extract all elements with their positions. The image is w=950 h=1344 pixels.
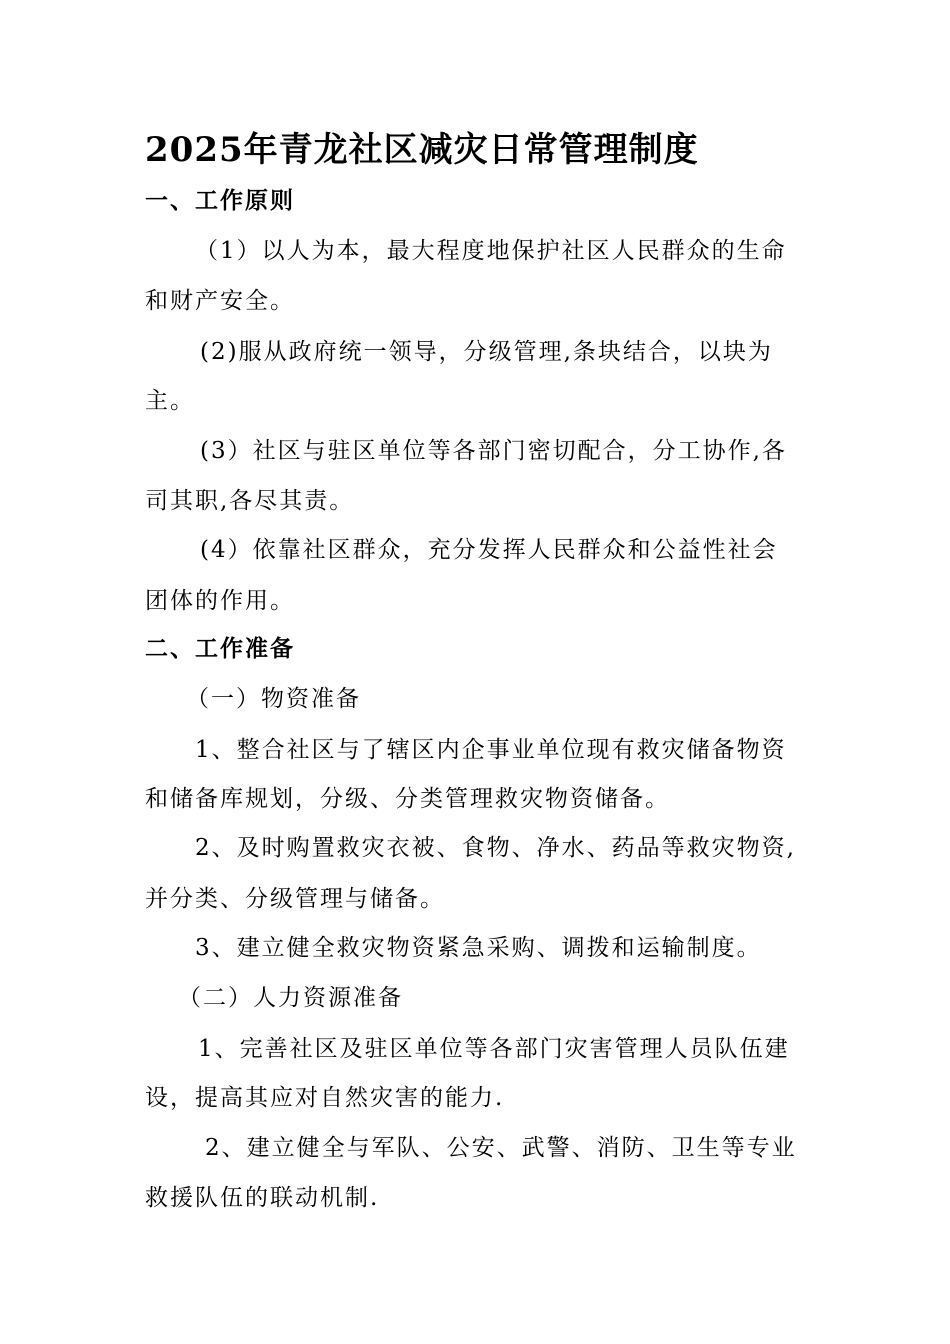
paragraph-line: (3）社区与驻区单位等各部门密切配合，分工协作,各 — [200, 438, 787, 464]
paragraph-line: 救援队伍的联动机制. — [145, 1185, 380, 1211]
paragraph-line: (2)服从政府统一领导，分级管理,条块结合，以块为 — [200, 339, 773, 365]
paragraph-line: 3、建立健全救灾物资紧急采购、调拨和运输制度。 — [195, 935, 762, 961]
paragraph-line: 团体的作用。 — [145, 588, 295, 614]
paragraph-line: 1、整合社区与了辖区内企事业单位现有救灾储备物资 — [195, 737, 787, 763]
paragraph-line: 和财产安全。 — [145, 288, 295, 314]
paragraph-line: 设，提高其应对自然灾害的能力. — [145, 1085, 505, 1111]
paragraph-line: （1）以人为本，最大程度地保护社区人民群众的生命 — [195, 238, 787, 264]
paragraph-line: (4）依靠社区群众，充分发挥人民群众和公益性社会 — [200, 537, 778, 563]
paragraph-line: 2、建立健全与军队、公安、武警、消防、卫生等专业 — [205, 1135, 797, 1161]
section-heading-principles: 一、工作原则 — [145, 187, 295, 214]
subsection-heading-materials: （一）物资准备 — [186, 686, 361, 712]
paragraph-line: 司其职,各尽其责。 — [145, 488, 355, 514]
subsection-heading-human-resources: （二）人力资源准备 — [178, 985, 403, 1011]
paragraph-line: 2、及时购置救灾衣被、食物、净水、药品等救灾物资, — [195, 835, 796, 861]
section-heading-preparation: 二、工作准备 — [145, 635, 295, 662]
paragraph-line: 1、完善社区及驻区单位等各部门灾害管理人员队伍建 — [198, 1036, 790, 1062]
document-title: 2025年青龙社区减灾日常管理制度 — [145, 130, 699, 170]
paragraph-line: 主。 — [145, 388, 195, 414]
paragraph-line: 和储备库规划，分级、分类管理救灾物资储备。 — [145, 786, 670, 812]
paragraph-line: 并分类、分级管理与储备。 — [145, 886, 445, 912]
